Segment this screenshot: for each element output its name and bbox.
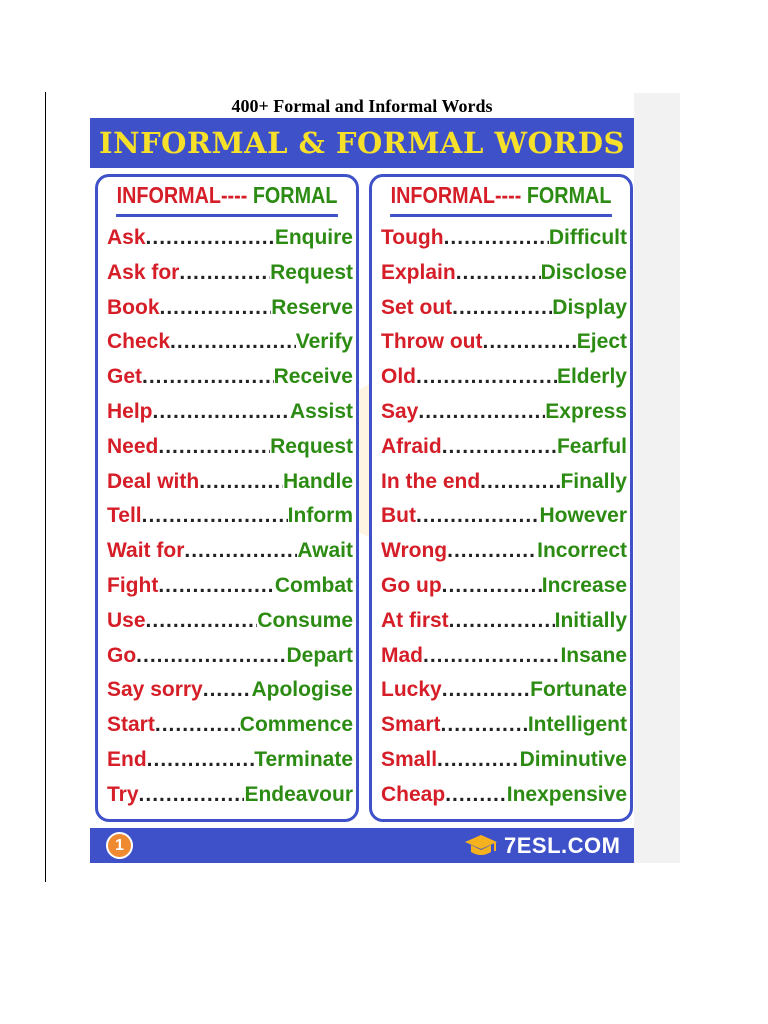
formal-word: Await	[297, 539, 353, 563]
word-pair-row	[381, 569, 627, 604]
informal-word: Small	[381, 747, 438, 771]
informal-word: Ask for	[107, 260, 180, 284]
word-pair-row	[381, 639, 627, 674]
dot-leader	[437, 743, 520, 778]
formal-word: Fortunate	[530, 678, 627, 702]
dot-leader	[445, 778, 507, 813]
informal-word: Fight	[107, 573, 159, 597]
word-pair-row	[107, 569, 353, 604]
dot-leader	[147, 743, 255, 778]
informal-word: Mad	[381, 643, 423, 667]
formal-word: Express	[545, 399, 627, 423]
dot-leader	[160, 291, 272, 326]
formal-word: Eject	[576, 330, 627, 354]
formal-word: Assist	[289, 399, 353, 423]
informal-word: Tough	[381, 226, 444, 249]
informal-word: In the end	[381, 469, 481, 493]
dot-leader	[480, 465, 560, 500]
formal-word: Fearful	[556, 434, 627, 458]
informal-word: Go	[107, 643, 137, 667]
formal-word: Disclose	[540, 260, 627, 284]
word-pair-row	[107, 534, 353, 569]
dot-leader	[158, 569, 275, 604]
dot-leader	[170, 325, 296, 360]
informal-word: Wait for	[107, 539, 185, 563]
header-formal: FORMAL	[526, 182, 612, 208]
header-separator: ----	[220, 182, 248, 208]
formal-word: Terminate	[254, 747, 353, 771]
header-separator: ----	[494, 182, 522, 208]
word-list-left	[107, 221, 353, 813]
page-side-band	[634, 93, 680, 863]
dot-leader	[142, 499, 288, 534]
word-pair-row	[381, 743, 627, 778]
word-pair-row	[107, 221, 353, 256]
informal-word: Use	[107, 608, 146, 632]
word-pair-row	[381, 604, 627, 639]
informal-word: But	[381, 504, 416, 528]
logo-text: 7ESL.COM	[504, 833, 621, 858]
dot-leader	[452, 291, 552, 326]
header-informal: INFORMAL	[390, 182, 495, 208]
dot-leader	[449, 604, 555, 639]
formal-word: Increase	[541, 573, 627, 597]
dot-leader	[158, 430, 270, 465]
dot-leader	[142, 360, 274, 395]
formal-word: Commence	[239, 713, 353, 737]
formal-word: Apologise	[251, 678, 353, 702]
poster-footer	[90, 828, 634, 863]
informal-word: Deal with	[107, 469, 200, 493]
formal-word: Insane	[560, 643, 627, 667]
banner-title: INFORMAL & FORMAL WORDS	[99, 126, 625, 160]
informal-word: Help	[107, 399, 153, 423]
dot-leader	[184, 534, 297, 569]
word-pair-row	[381, 360, 627, 395]
header-formal: FORMAL	[252, 182, 338, 208]
formal-word: Verify	[295, 330, 353, 354]
formal-word: Elderly	[556, 365, 627, 389]
word-pair-row	[107, 778, 353, 813]
formal-word: Combat	[274, 573, 353, 597]
margin-rule	[45, 92, 46, 882]
word-pair-row	[381, 534, 627, 569]
word-pair-row	[107, 604, 353, 639]
panel-right	[369, 174, 633, 822]
dot-leader	[482, 325, 576, 360]
formal-word: Difficult	[548, 226, 627, 249]
formal-word: Display	[552, 295, 627, 319]
informal-word: Try	[107, 782, 139, 806]
poster	[90, 116, 634, 863]
formal-word: Intelligent	[527, 713, 627, 737]
informal-word: Afraid	[381, 434, 442, 458]
page-number-badge: 1	[106, 832, 133, 859]
word-list-right	[381, 221, 627, 813]
informal-word: Wrong	[381, 539, 448, 563]
formal-word: Enquire	[274, 226, 353, 249]
site-logo	[464, 833, 620, 859]
dot-leader	[155, 708, 240, 743]
formal-word: Initially	[554, 608, 627, 632]
word-pair-row	[381, 430, 627, 465]
word-pair-row	[107, 465, 353, 500]
informal-word: Go up	[381, 573, 442, 597]
dot-leader	[423, 639, 560, 674]
informal-word: Lucky	[381, 678, 442, 702]
formal-word: Depart	[286, 643, 353, 667]
informal-word: Say	[381, 399, 419, 423]
informal-word: Need	[107, 434, 159, 458]
formal-word: Inform	[287, 504, 353, 528]
word-pair-row	[107, 639, 353, 674]
formal-word: Request	[270, 434, 353, 458]
word-pair-row	[107, 673, 353, 708]
word-pair-row	[107, 291, 353, 326]
word-pair-row	[381, 256, 627, 291]
dot-leader	[179, 256, 270, 291]
dot-leader	[416, 499, 539, 534]
formal-word: Endeavour	[244, 782, 353, 806]
word-pair-row	[107, 360, 353, 395]
word-pair-row	[381, 395, 627, 430]
word-pair-row	[107, 743, 353, 778]
word-pair-row	[381, 673, 627, 708]
formal-word: Receive	[273, 365, 353, 389]
panel-right-header	[390, 177, 612, 217]
dot-leader	[146, 604, 258, 639]
word-pair-row	[381, 708, 627, 743]
formal-word: Diminutive	[519, 747, 627, 771]
dot-leader	[136, 639, 286, 674]
dot-leader	[146, 221, 275, 256]
word-pair-row	[107, 256, 353, 291]
informal-word: Cheap	[381, 782, 446, 806]
informal-word: Check	[107, 330, 171, 354]
informal-word: Ask	[107, 226, 146, 249]
word-pair-row	[381, 325, 627, 360]
word-pair-row	[381, 499, 627, 534]
informal-word: Smart	[381, 713, 441, 737]
word-pair-row	[107, 430, 353, 465]
panel-left-header	[116, 177, 338, 217]
formal-word: Finally	[560, 469, 627, 493]
poster-banner	[90, 118, 634, 168]
dot-leader	[447, 534, 537, 569]
formal-word: However	[539, 504, 627, 528]
dot-leader	[441, 708, 528, 743]
dot-leader	[442, 569, 542, 604]
informal-word: At first	[381, 608, 449, 632]
informal-word: Get	[107, 365, 143, 389]
document-title: 400+ Formal and Informal Words	[231, 96, 493, 116]
dot-leader	[416, 360, 557, 395]
formal-word: Request	[270, 260, 353, 284]
dot-leader	[456, 256, 541, 291]
dot-leader	[444, 221, 549, 256]
formal-word: Handle	[282, 469, 353, 493]
informal-word: Book	[107, 295, 160, 319]
informal-word: Tell	[107, 504, 142, 528]
dot-leader	[418, 395, 545, 430]
word-pair-row	[107, 708, 353, 743]
word-pair-row	[107, 395, 353, 430]
header-informal: INFORMAL	[116, 182, 221, 208]
dot-leader	[139, 778, 245, 813]
word-pair-row	[381, 778, 627, 813]
word-pair-row	[381, 291, 627, 326]
informal-word: End	[107, 747, 147, 771]
word-pair-row	[107, 499, 353, 534]
informal-word: Old	[381, 365, 416, 389]
informal-word: Throw out	[381, 330, 483, 354]
dot-leader	[199, 465, 283, 500]
panel-left	[95, 174, 359, 822]
formal-word: Incorrect	[537, 539, 627, 563]
formal-word: Reserve	[271, 295, 353, 319]
graduation-cap-icon	[464, 833, 498, 859]
word-pair-row	[107, 325, 353, 360]
formal-word: Consume	[257, 608, 353, 632]
dot-leader	[203, 673, 252, 708]
dot-leader	[153, 395, 290, 430]
word-pair-row	[381, 465, 627, 500]
informal-word: Say sorry	[107, 678, 203, 702]
dot-leader	[442, 430, 557, 465]
informal-word: Start	[107, 713, 155, 737]
formal-word: Inexpensive	[506, 782, 627, 806]
dot-leader	[442, 673, 530, 708]
word-pair-row	[381, 221, 627, 256]
informal-word: Explain	[381, 260, 456, 284]
informal-word: Set out	[381, 295, 453, 319]
